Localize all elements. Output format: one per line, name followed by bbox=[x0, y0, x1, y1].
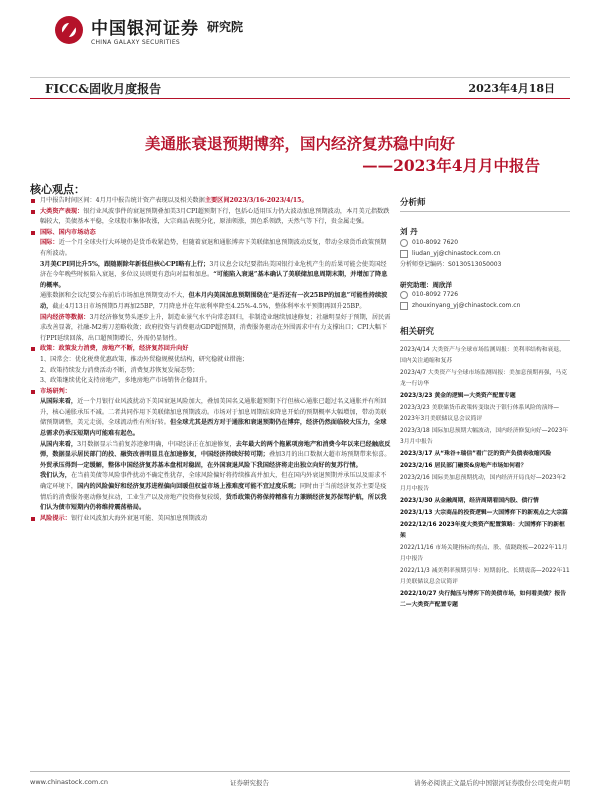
related-report-link[interactable]: 2023/3/17 从“珠谷+瑞信”看广泛的资产负债表收缩风险 bbox=[400, 451, 552, 457]
rate-bold: 但本月内美国加息预期围绕在“是否还有一次25BP的加息”可能性持续波动， bbox=[40, 292, 388, 310]
mail-icon bbox=[400, 250, 408, 258]
report-type: FICC&固收月度报告 bbox=[45, 81, 162, 96]
related-report-link[interactable]: 2022/11/3 减美利率预期引导：短期弱化、长期震荡—2022年11月美联储议息会议简评 bbox=[400, 568, 570, 585]
risk-text: 银行业风波加大海外衰退可能、美国加息预期波动 bbox=[70, 514, 208, 522]
paragraph-policy bbox=[30, 344, 392, 355]
outlook-view-bold: 国内的风险偏好和经济复苏进程偏向回暖但权益市场上涨难度可能不宜过度乐观； bbox=[77, 483, 300, 491]
outlook-dom-text-2: 叠加3月的出口数据大超市场预期带来惊喜。 bbox=[268, 451, 391, 459]
footer-disclaimer: 请务必阅读正文最后的中国银河证券股份公司免责声明 bbox=[414, 779, 570, 787]
report-title: 美通胀衰退预期博弈，国内经济复苏稳中向好 bbox=[144, 134, 455, 153]
outlook-view-label: 我们认为， bbox=[40, 472, 71, 480]
brand-name-cn: 中国银河证券 bbox=[91, 19, 199, 39]
outlook-dom-bold-2: 外贸承压得到一定缓解，整体中国经济复苏基本盘相对稳固，在外国衰退风险下我国经济将走出独立向好的复苏行情。 bbox=[40, 461, 362, 469]
research-assistant: 研究助理：周欣洋 bbox=[400, 281, 452, 289]
outlook-intl-label: 从国际来看， bbox=[40, 398, 78, 406]
policy-title-b: 消费，房地产不断， bbox=[83, 345, 139, 353]
outlook-view-bold-2: 货币政策仍将保持精准有力兼顾经济复苏保驾护航，所以我们认为债市短期内仍将维持震荡格局。 bbox=[40, 493, 387, 512]
paragraph-cpi bbox=[30, 260, 392, 292]
paragraph-outlook-domestic bbox=[30, 440, 392, 472]
market-outlook-title: 市场研判： bbox=[40, 387, 71, 395]
outlook-intl-bold: 但全球尤其是西方对于通胀和衰退预期仍在博弈，经济仍然面临较大压力，全球总需求仍承压短期内可能难有起色。 bbox=[40, 419, 387, 438]
related-report-link[interactable]: 2023/4/7 大类资产与全球市场监测周报：美加息预期再强，马克龙一行访华 bbox=[400, 370, 568, 387]
assistant-phone: 010-8092 7726 bbox=[400, 289, 570, 300]
related-report-link[interactable]: 2022/11/16 市场关键指标的拐点、股、债跷跷板—2022年11月月中报告 bbox=[400, 545, 568, 562]
galaxy-logo-icon bbox=[55, 16, 83, 44]
rate-text-2: 截止4月13日市场预期5月再加25BP，7月降息并在年底利率降至4.25%-4.5%，整体利率水平预期再回升25BP。 bbox=[52, 302, 366, 310]
market-dynamics-title: 国际、国内市场动态 bbox=[40, 228, 96, 236]
risk-title: 风险提示： bbox=[40, 514, 71, 522]
policy-title-c: 经济复苏回升向好 bbox=[139, 345, 189, 353]
related-research-list bbox=[400, 345, 570, 611]
rate-text: 通胀数据和会议纪要公布前后市场加息预期变动不大， bbox=[40, 292, 189, 300]
international-label: 国际： bbox=[40, 239, 59, 247]
related-report-link[interactable]: 2023/4/14 大类资产与全球市场监测周报：美利率结构和衰退，国内关注通缩和复苏 bbox=[400, 347, 565, 364]
period-text: 月中报告时间区间：4月月中报告统计资产表现以及相关数据 bbox=[40, 197, 205, 204]
policy-item: 1、国常会：优化税费优惠政策，推动外贸稳规模优结构，研究稳就业措施； bbox=[40, 355, 249, 363]
period-range: 主要区间2023/3/16-2023/4/15。 bbox=[204, 197, 308, 204]
related-report-link[interactable]: 2022/12/16 2023年度大类资产配置策略：大国博弈下的新框架 bbox=[400, 522, 565, 539]
mail-icon bbox=[400, 302, 408, 310]
outlook-dom-bold: 去年最大的两个拖累项房地产和消费今年以来已经触底反弹，数据显示居民部门的投、融资改善明显且在加速修复，中国经济持续好转可期； bbox=[40, 440, 391, 459]
related-report-link[interactable]: 2023/2/16 国际美加息预期扰动，国内经济开局良好—2023年2月月中报告 bbox=[400, 475, 566, 492]
phone-icon bbox=[400, 239, 408, 247]
related-report-link[interactable]: 2022/10/27 央行抛压与博弈下的美债市场，如何看美债？报告二—大类资产配置专题 bbox=[400, 591, 567, 608]
paragraph-outlook-view bbox=[30, 471, 392, 513]
policy-title: 政策：政策发力 bbox=[40, 345, 84, 353]
analyst-cert: 分析师登记编码：S0130513050003 bbox=[400, 261, 502, 268]
paragraph-risk bbox=[30, 514, 392, 525]
related-report-link[interactable]: 2023/3/23 美联储货币政策转变取决于银行体系风险的演绎—2023年3月美联储议息会议简评 bbox=[400, 405, 560, 422]
cpi-bold: 3月美CPI同比升5%，跟随剔除年新低但核心CPI略有上行； bbox=[40, 260, 210, 268]
main-content bbox=[30, 196, 392, 756]
analyst-name: 刘 丹 bbox=[400, 227, 418, 236]
paragraph-market-outlook bbox=[30, 387, 392, 398]
related-report-link[interactable]: 2023/3/18 国际加息预期大幅波动，国内经济修复向好—2023年3月月中报告 bbox=[400, 428, 569, 445]
paragraph-rate-expectation bbox=[30, 291, 392, 312]
outlook-dom-label: 从国内来看， bbox=[40, 440, 78, 448]
paragraph-international bbox=[30, 238, 392, 259]
analyst-email[interactable]: liudan_yj@chinastock.com.cn bbox=[400, 248, 570, 259]
international-text: 近一个月全球央行大环境仍是货币收紧趋势，但随着衰退和通胀博弈下美联储加息预期波动反复，带动全球货币政策预期有所波动。 bbox=[40, 239, 387, 257]
policy-item: 2、政策持续发力消费活动不断，消费复苏恢复发展态势； bbox=[40, 366, 199, 374]
paragraph-outlook-international bbox=[30, 397, 392, 439]
footer-website[interactable]: www.chinastock.com.cn bbox=[30, 778, 108, 786]
brand-name-en: CHINA GALAXY SECURITIES bbox=[91, 39, 181, 46]
brand-logo bbox=[55, 12, 243, 48]
paragraph-market-dynamics bbox=[30, 228, 392, 239]
paragraph-asset-performance bbox=[30, 207, 392, 228]
related-report-link[interactable]: 2023/2/16 居民部门融资&房地产市场如何看？ bbox=[400, 463, 527, 469]
report-subtitle: ——2023年4月月中报告 bbox=[362, 156, 540, 175]
sidebar bbox=[400, 196, 570, 756]
asset-performance-title: 大类资产表现： bbox=[40, 207, 84, 215]
outlook-dom-text: 3月数据显示当前复苏迹象明确，中国经济正在加速修复， bbox=[77, 440, 236, 448]
institute-label: 研究院 bbox=[207, 19, 244, 34]
paragraph-domestic bbox=[30, 313, 392, 345]
domestic-text: 3月经济修复势头逐步上升，制造业景气水平向常态回归，非制造业继续加速修复；社融明显好于预期，居民需求改善显著，社融-M2剪刀差略收敛；政府投资与消费驱动GDP超预期，消费服务驱动在外围需求中有力支撑出口；CPI大幅下行PPI延续回落，出口超预期增长，外需仍显韧性。 bbox=[40, 313, 391, 342]
related-report-link[interactable]: 2023/1/13 大宗商品的投资逻辑—大国博弈下的新观点之大宗篇 bbox=[400, 510, 568, 516]
cpi-quote: “可能陷入衰退”基本确认了美联储加息周期末期，并增加了降息的概率。 bbox=[40, 271, 388, 289]
core-points-heading: 核心观点： bbox=[30, 183, 85, 196]
related-research-heading: 相关研究 bbox=[400, 325, 570, 341]
domestic-label: 国内经济等数据： bbox=[40, 313, 90, 321]
paragraph-period bbox=[30, 196, 392, 207]
report-header-bar bbox=[30, 77, 570, 99]
assistant-email[interactable]: zhouxinyang_yj@chinastock.com.cn bbox=[400, 300, 570, 311]
related-report-link[interactable]: 2023/1/30 从金融周期，经济周期看国内股、债行情 bbox=[400, 498, 539, 504]
outlook-view-text: 在当前美债等风险事件扰动不确定性犹存，全球风险偏好将持续推高并加大，但在国内外衰退预期并承压以及需求不确定环境下， bbox=[40, 472, 387, 491]
page-footer bbox=[30, 771, 570, 787]
analysts-heading: 分析师 bbox=[400, 196, 570, 212]
phone-icon bbox=[400, 291, 408, 299]
asset-performance-text: 银行业风波事件的衰退预期叠加美3月CPI超预期下行，包括心适用压力仍大波动加息预期波动，本月美元指数跌幅较大，美债基本平稳，全球股市集体收涨，大宗商品表现分化，原油领涨，黑色系领跌，天然气等下行，贵金属走强。 bbox=[40, 207, 390, 226]
footer-doc-type: 证券研究报告 bbox=[230, 779, 269, 787]
outlook-view-text-2: 同时由于当前经济复苏主要是疫情后的消费服务驱动修复拉动，工业生产以及房地产投资修复较缓， bbox=[40, 483, 387, 501]
outlook-intl-text: 近一个月银行业风波扰动下美国衰退风险加大，叠加美国名义通胀超预期下行但核心通胀已超过名义通胀并有所回升，核心通胀承压不减。二者共同作用下美联储加息预期波动。市场对于加息周期结束降息开始的预期概率大幅增加，带动美联储预期调整，美元走弱，全球流动性有所好转。 bbox=[40, 398, 387, 427]
brand-text bbox=[91, 14, 199, 46]
report-date: 2023年4月18日 bbox=[468, 82, 555, 95]
policy-item: 3、政策继续优化支持房地产，多地房地产市场销售企稳回升。 bbox=[40, 377, 211, 385]
related-report-link[interactable]: 2023/3/23 黄金的逻辑—大类资产配置专题 bbox=[400, 393, 516, 399]
analyst-phone: 010-8092 7620 bbox=[400, 237, 570, 248]
cpi-text: 3月议息会议纪要指出美国银行业危机产生的后果可能会使美国经济在今年晚些时候陷入衰退，多位议员则更有意向对温和加息。 bbox=[40, 260, 387, 279]
